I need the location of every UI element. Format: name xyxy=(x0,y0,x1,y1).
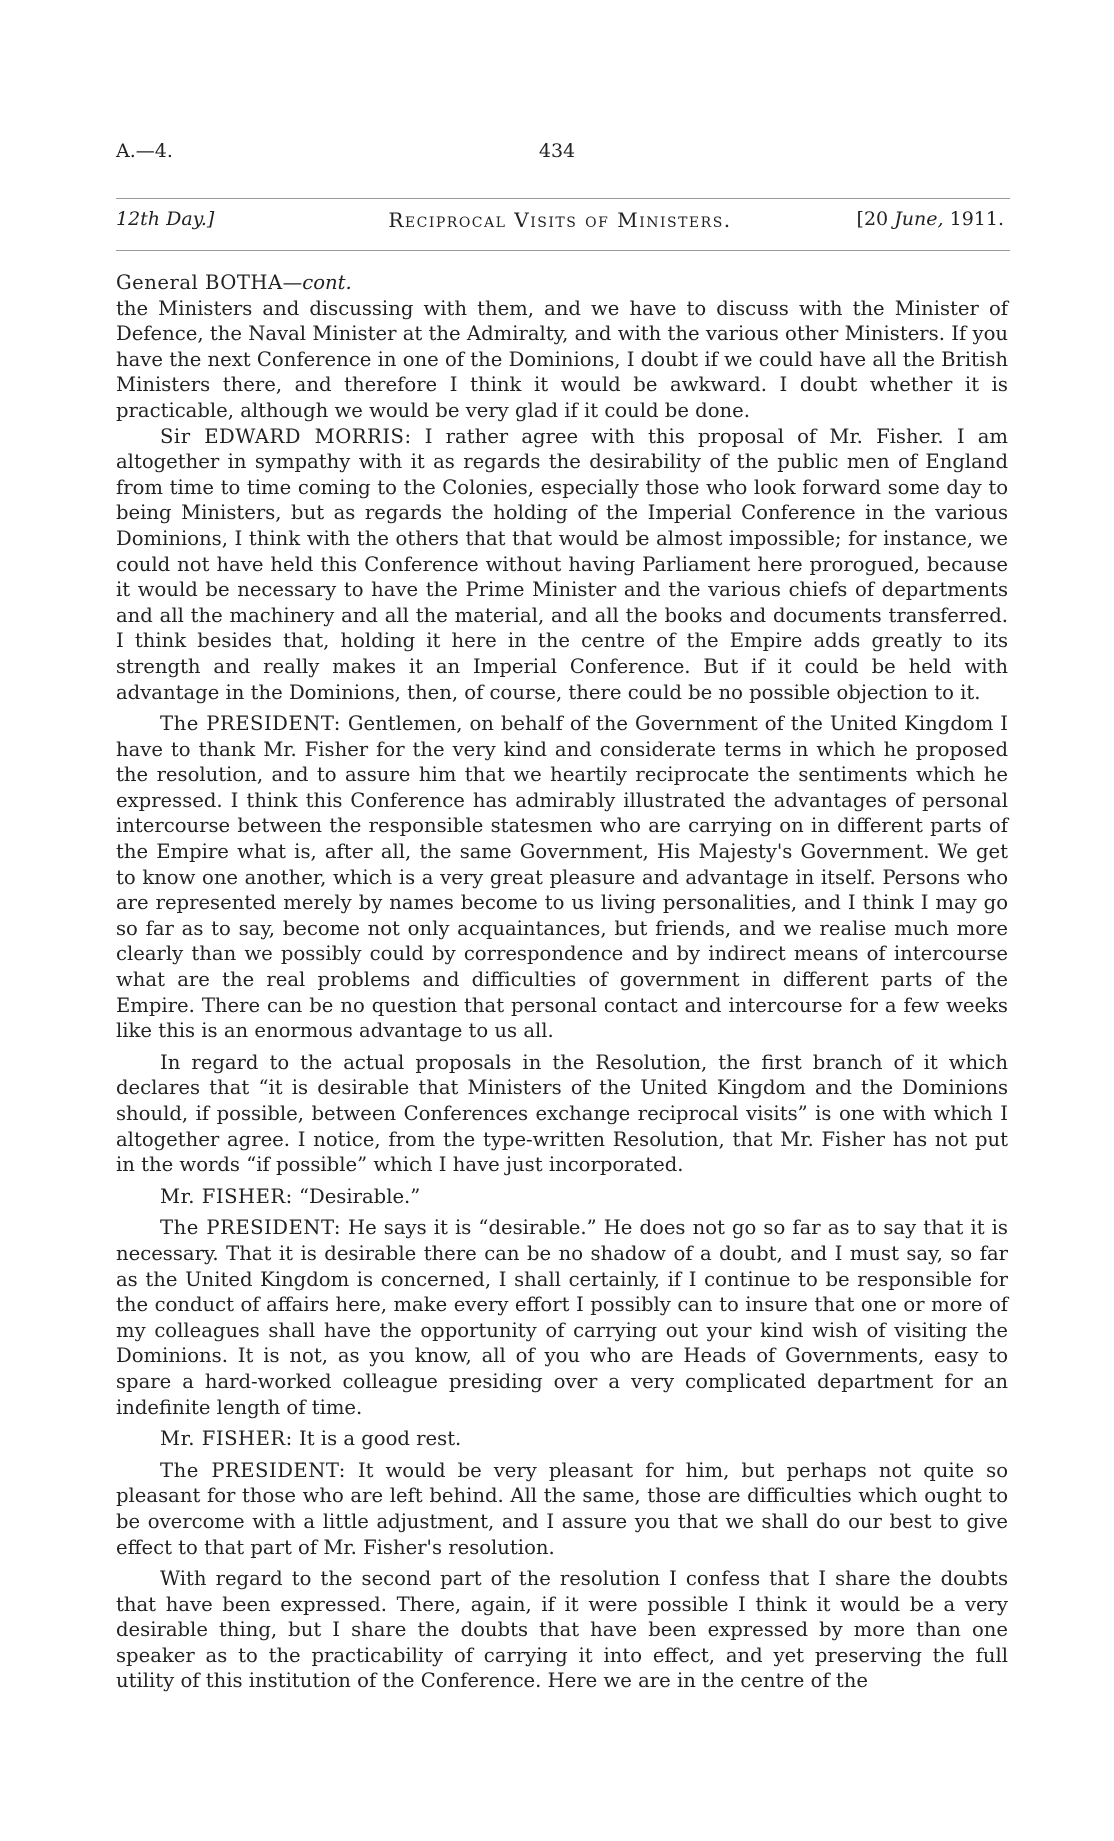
paragraph-4 xyxy=(116,1050,1008,1178)
paragraph-5 xyxy=(116,1184,1008,1210)
paragraph-speaker: Mr. FISHER: xyxy=(160,1184,293,1208)
paragraph-3 xyxy=(116,711,1008,1044)
paragraph-speaker: The PRESIDENT: xyxy=(160,1216,341,1240)
paragraph-speaker: Sir EDWARD MORRIS: xyxy=(160,424,412,448)
running-header-date xyxy=(857,208,1004,230)
header-rule-bottom xyxy=(116,250,1010,251)
paragraph-speaker: The PRESIDENT: xyxy=(160,1458,346,1482)
paragraph-8 xyxy=(116,1458,1008,1560)
paragraph-text: It would be very pleasant for him, but perhaps not quite so pleasant for those who are left behind. All the same, those are difficulties which ought to be overcome with a little adjustment, and I assure you that we shall do our best to give effect to that part of Mr. Fisher's resolution. xyxy=(116,1458,1008,1559)
paragraph-6 xyxy=(116,1215,1008,1420)
page-number: 434 xyxy=(538,140,576,162)
running-header-day: 12th Day.] xyxy=(116,208,215,230)
page-top-meta xyxy=(116,140,998,164)
running-header-title: Reciprocal Visits of Ministers. xyxy=(388,208,732,232)
running-header xyxy=(116,208,1004,238)
paragraph-speaker: The PRESIDENT: xyxy=(160,712,341,736)
paragraph-text: With regard to the second part of the resolution I confess that I share the doubts that have been expressed. There, again, if it were possible I think it would be a very desirable thing, but I share the doubts that have been expressed by more than one speaker as to the practicability of carrying it into effect, and yet preserving the full utility of this institution of the Conference. Here we are in the centre of the xyxy=(116,1567,1008,1693)
date-year: 1911. xyxy=(943,208,1004,230)
paragraph-text: Gentlemen, on behalf of the Government of the United Kingdom I have to thank Mr. Fisher for the very kind and considerate terms in which he proposed the resolution, and to assure him that we heartily reciprocate the sentiments which he expressed. I think this Conference has admirably illustrated the advantages of personal intercourse between the responsible statesmen who are carrying on in different parts of the Empire what is, after all, the same Government, His Majesty's Government. We get to know one another, which is a very great pleasure and advantage in itself. Persons who are represented merely by names become to us living personalities, and I think I may go so far as to say, become not only acquaintances, but friends, and we realise much more clearly than we possibly could by correspondence and by indirect means of intercourse what are the real problems and difficulties of government in different parts of the Empire. There can be no question that personal contact and intercourse for a few weeks like this is an enormous advantage to us all. xyxy=(116,712,1009,1043)
body-text xyxy=(116,270,1008,1700)
date-month: June, xyxy=(894,208,944,230)
paragraph-speaker: Mr. FISHER: xyxy=(160,1427,293,1451)
paragraph-text: the Ministers and discussing with them, and we have to discuss with the Minister of Defence, the Naval Minister at the Admiralty, and with the various other Ministers. If you have the next Conference in one of the Dominions, I doubt if we could have all the British Ministers there, and therefore I think it would be awkward. I doubt whether it is practicable, although we would be very glad if it could be done. xyxy=(116,296,1008,422)
paragraph-1 xyxy=(116,296,1008,424)
paragraph-2 xyxy=(116,424,1008,706)
speaker-heading-name: General BOTHA xyxy=(116,271,283,294)
paragraph-text: It is a good rest. xyxy=(292,1427,462,1451)
paragraph-text: In regard to the actual proposals in the Resolution, the first branch of it which declares that “it is desirable that Ministers of the United Kingdom and the Dominions should, if possible, between Conferences exchange reciprocal visits” is one with which I altogether agree. I notice, from the type-written Resolution, that Mr. Fisher has not put in the words “if possible” which I have just incorporated. xyxy=(116,1050,1008,1177)
paragraph-7 xyxy=(116,1426,1008,1452)
header-rule-top xyxy=(116,198,1010,199)
speaker-heading-cont: —cont. xyxy=(282,271,352,294)
date-prefix: [20 xyxy=(856,208,895,230)
paragraph-text: I rather agree with this proposal of Mr. Fisher. I am altogether in sympathy with it as regards the desirability of the public men of England from time to time coming to the Colonies, especially those who look forward some day to being Ministers, but as regards the holding of the Imperial Conference in the various Dominions, I think with the others that that would be almost impossible; for instance, we could not have held this Conference without having Parliament here prorogued, because it would be necessary to have the Prime Minister and the various chiefs of departments and all the machinery and all the material, and all the books and documents transferred. I think besides that, holding it here in the centre of the Empire adds greatly to its strength and really makes it an Imperial Conference. But if it could be held with advantage in the Dominions, then, of course, there could be no possible objection to it. xyxy=(116,424,1008,704)
paragraph-9 xyxy=(116,1566,1008,1694)
document-reference: A.—4. xyxy=(116,140,173,162)
speaker-heading xyxy=(116,270,1008,296)
paragraph-text: He says it is “desirable.” He does not go so far as to say that it is necessary. That it is desirable there can be no shadow of a doubt, and I must say, so far as the United Kingdom is concerned, I shall certainly, if I continue to be responsible for the conduct of affairs here, make every effort I possibly can to insure that one or more of my colleagues shall have the opportunity of carrying out your kind wish of visiting the Dominions. It is not, as you know, all of you who are Heads of Governments, easy to spare a hard-worked colleague presiding over a very complicated department for an indefinite length of time. xyxy=(116,1216,1008,1419)
paragraph-text: “Desirable.” xyxy=(292,1184,421,1208)
